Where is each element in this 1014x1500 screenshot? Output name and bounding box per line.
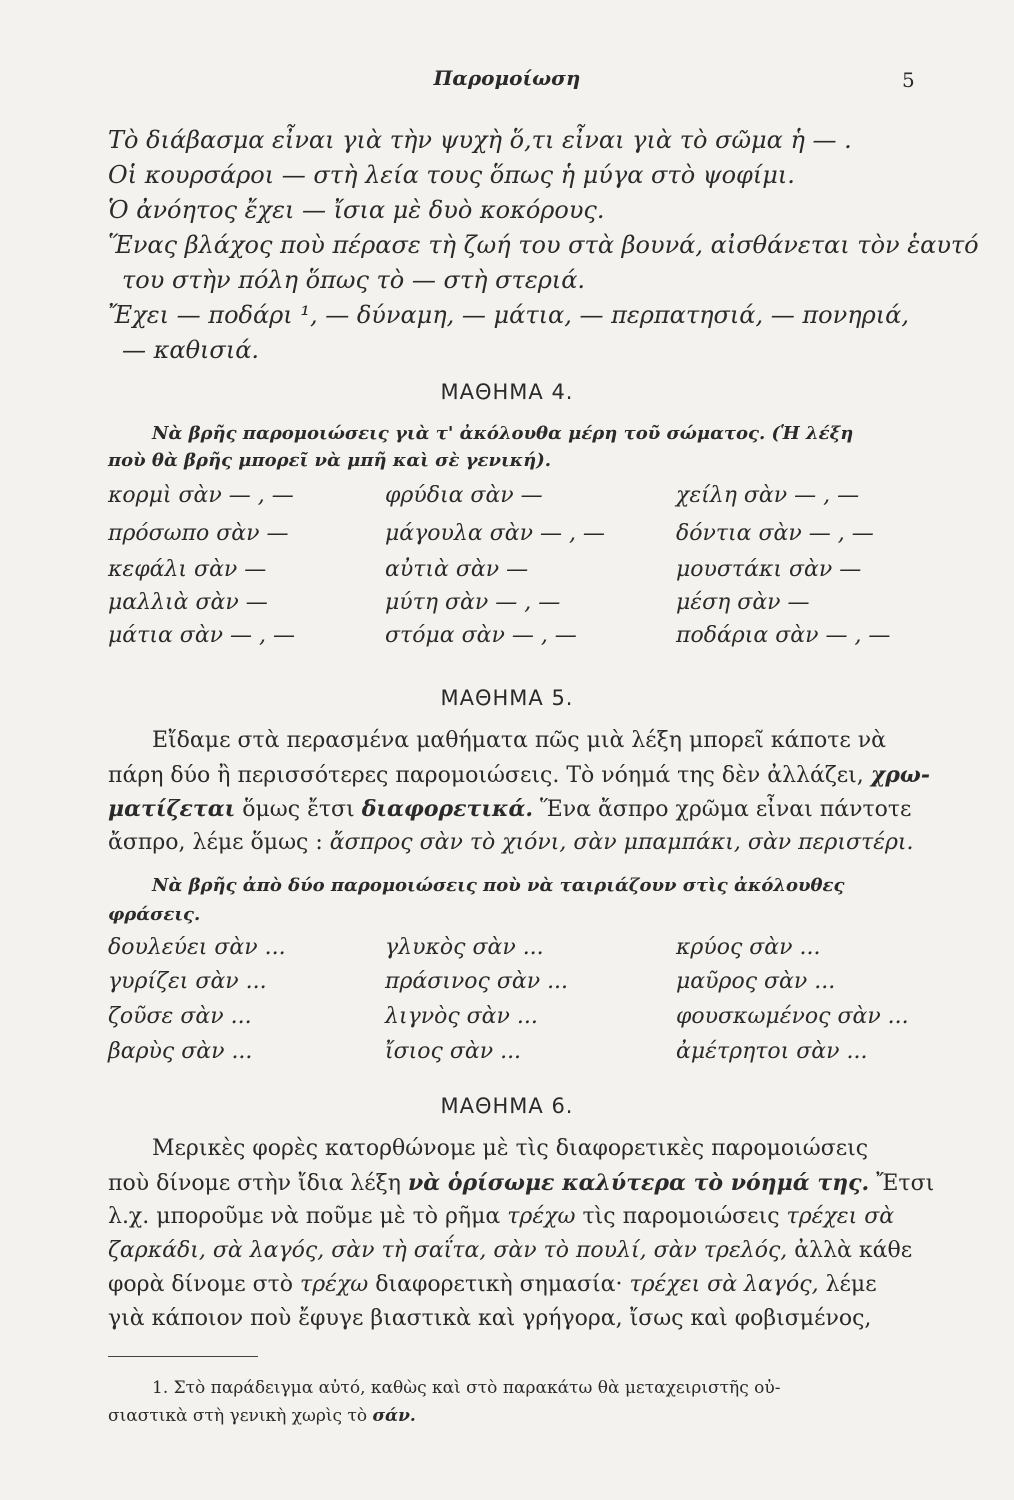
footnote-rule bbox=[108, 1356, 258, 1357]
lesson-5-paragraph-line bbox=[108, 796, 911, 822]
example-text: τρέχω bbox=[507, 1204, 576, 1229]
lesson-6-paragraph-line: γιὰ κάποιον ποὺ ἔφυγε βιαστικὰ καὶ γρήγορα, ἴσως καὶ φοβισμένος, bbox=[108, 1306, 872, 1331]
intro-line: Τὸ διάβασμα εἶναι γιὰ τὴν ψυχὴ ὅ,τι εἶναι γιὰ τὸ σῶμα ἡ — . bbox=[108, 126, 852, 154]
lesson-4-instruction: Νὰ βρῆς παρομοιώσεις γιὰ τ' ἀκόλουθα μέρη τοῦ σώματος. (Ἡ λέξη bbox=[152, 423, 854, 444]
intro-line: Ἔχει — ποδάρι ¹, — δύναμη, — μάτια, — περπατησιά, — πονηριά, bbox=[108, 301, 909, 329]
phrase-cell: ζοῦσε σὰν ... bbox=[108, 1004, 252, 1029]
emphasis-text: διαφορετικά. bbox=[361, 796, 534, 822]
body-part-cell: κεφάλι σὰν — bbox=[108, 557, 267, 582]
phrase-cell: μαῦρος σὰν ... bbox=[676, 969, 836, 994]
lesson-6-paragraph-line bbox=[108, 1204, 894, 1229]
paragraph-text: ὅμως ἔτσι bbox=[242, 797, 355, 822]
body-part-cell: μάγουλα σὰν — , — bbox=[385, 521, 605, 546]
lesson-5-paragraph-line bbox=[108, 830, 914, 855]
example-text: τρέχει σὰ bbox=[786, 1204, 895, 1229]
example-text: τρέχει σὰ λαγός, bbox=[629, 1272, 819, 1297]
phrase-cell: πράσινος σὰν ... bbox=[385, 969, 569, 994]
lesson-6-paragraph-line bbox=[108, 1170, 934, 1196]
footnote-line bbox=[108, 1406, 416, 1426]
phrase-cell: γυρίζει σὰν ... bbox=[108, 969, 267, 994]
paragraph-text: λ.χ. μποροῦμε νὰ ποῦμε μὲ τὸ ρῆμα bbox=[108, 1204, 501, 1229]
phrase-cell: ἀμέτρητοι σὰν ... bbox=[676, 1039, 868, 1064]
running-title: Παρομοίωση bbox=[433, 66, 581, 90]
phrase-cell: φουσκωμένος σὰν ... bbox=[676, 1004, 909, 1029]
lesson-5-instruction: φράσεις. bbox=[108, 904, 201, 925]
body-part-cell: αὐτιὰ σὰν — bbox=[385, 557, 529, 582]
example-text: τρέχω bbox=[300, 1272, 369, 1297]
body-part-cell: μαλλιὰ σὰν — bbox=[108, 590, 268, 615]
emphasis-text: ματίζεται bbox=[108, 796, 236, 822]
paragraph-text: πάρη δύο ἢ περισσότερες παρομοιώσεις. Τὸ νόημά της δὲν ἀλλάζει, bbox=[108, 763, 864, 788]
emphasis-text: νὰ ὁρίσωμε καλύτερα τὸ νόημά της. bbox=[407, 1170, 870, 1196]
body-part-cell: πρόσωπο σὰν — bbox=[108, 521, 289, 546]
lesson-4-instruction: ποὺ θὰ βρῆς μπορεῖ νὰ μπῆ καὶ σὲ γενική). bbox=[108, 450, 552, 471]
example-text: ζαρκάδι, σὰ λαγός, σὰν τὴ σαΐτα, σὰν τὸ πουλί, σὰν τρελός, bbox=[108, 1238, 788, 1263]
body-part-cell: μέση σὰν — bbox=[676, 590, 810, 615]
intro-line: — καθισιά. bbox=[122, 336, 260, 364]
paragraph-text: ἄσπρο, λέμε ὅμως : bbox=[108, 830, 323, 855]
body-part-cell: κορμὶ σὰν — , — bbox=[108, 483, 294, 508]
paragraph-text: ἀλλὰ κάθε bbox=[794, 1238, 913, 1263]
footnote-text: σιαστικὰ στὴ γενικὴ χωρὶς τὸ bbox=[108, 1406, 368, 1426]
body-part-cell: φρύδια σὰν — bbox=[385, 483, 543, 508]
body-part-cell: μουστάκι σὰν — bbox=[676, 557, 862, 582]
phrase-cell: βαρὺς σὰν ... bbox=[108, 1039, 253, 1064]
lesson-6-heading: ΜΑΘΗΜΑ 6. bbox=[440, 1094, 574, 1118]
lesson-6-paragraph-line bbox=[108, 1272, 877, 1297]
body-part-cell: στόμα σὰν — , — bbox=[385, 623, 577, 648]
intro-line: Οἱ κουρσάροι — στὴ λεία τους ὅπως ἡ μύγα στὸ ψοφίμι. bbox=[108, 161, 795, 189]
intro-line: του στὴν πόλη ὅπως τὸ — στὴ στεριά. bbox=[122, 266, 586, 294]
intro-line: Ὁ ἀνόητος ἔχει — ἴσια μὲ δυὸ κοκόρους. bbox=[108, 196, 605, 224]
lesson-6-paragraph-line bbox=[108, 1238, 912, 1263]
paragraph-text: ποὺ δίνομε στὴν ἴδια λέξη bbox=[108, 1171, 401, 1196]
body-part-cell: μάτια σὰν — , — bbox=[108, 623, 296, 648]
phrase-cell: κρύος σὰν ... bbox=[676, 935, 821, 960]
phrase-cell: ἴσιος σὰν ... bbox=[385, 1039, 522, 1064]
lesson-5-instruction: Νὰ βρῆς ἀπὸ δύο παρομοιώσεις ποὺ νὰ ταιριάζουν στὶς ἀκόλουθες bbox=[152, 875, 845, 896]
lesson-5-paragraph-line bbox=[108, 762, 930, 788]
lesson-5-paragraph-line: Εἴδαμε στὰ περασμένα μαθήματα πῶς μιὰ λέξη μπορεῖ κάποτε νὰ bbox=[152, 728, 887, 753]
lesson-5-heading: ΜΑΘΗΜΑ 5. bbox=[440, 686, 574, 710]
emphasis-text: χρω- bbox=[870, 762, 930, 788]
paragraph-text: Ἕνα ἄσπρο χρῶμα εἶναι πάντοτε bbox=[540, 797, 912, 822]
intro-line: Ἕνας βλάχος ποὺ πέρασε τὴ ζωή του στὰ βουνά, αἰσθάνεται τὸν ἑαυτό bbox=[108, 231, 979, 259]
body-part-cell: μύτη σὰν — , — bbox=[385, 590, 561, 615]
phrase-cell: γλυκὸς σὰν ... bbox=[385, 935, 544, 960]
paragraph-text: λέμε bbox=[825, 1272, 877, 1297]
lesson-6-paragraph-line: Μερικὲς φορὲς κατορθώνομε μὲ τὶς διαφορετικὲς παρομοιώσεις bbox=[152, 1136, 869, 1161]
footnote-line: 1. Στὸ παράδειγμα αὐτό, καθὼς καὶ στὸ παρακάτω θὰ μεταχειριστῆς οὐ- bbox=[152, 1378, 781, 1398]
example-text: ἄσπρος σὰν τὸ χιόνι, σὰν μπαμπάκι, σὰν περιστέρι. bbox=[329, 830, 914, 855]
paragraph-text: φορὰ δίνομε στὸ bbox=[108, 1272, 294, 1297]
paragraph-text: τὶς παρομοιώσεις bbox=[582, 1204, 780, 1229]
body-part-cell: δόντια σὰν — , — bbox=[676, 521, 874, 546]
phrase-cell: δουλεύει σὰν ... bbox=[108, 935, 286, 960]
body-part-cell: χείλη σὰν — , — bbox=[676, 483, 860, 508]
lesson-4-heading: ΜΑΘΗΜΑ 4. bbox=[440, 380, 574, 404]
phrase-cell: λιγνὸς σὰν ... bbox=[385, 1004, 538, 1029]
paragraph-text: διαφορετικὴ σημασία· bbox=[375, 1272, 623, 1297]
paragraph-text: Ἔτσι bbox=[876, 1171, 935, 1196]
body-part-cell: ποδάρια σὰν — , — bbox=[676, 623, 891, 648]
page-number: 5 bbox=[902, 68, 915, 92]
footnote-emphasis: σάν. bbox=[372, 1406, 416, 1426]
